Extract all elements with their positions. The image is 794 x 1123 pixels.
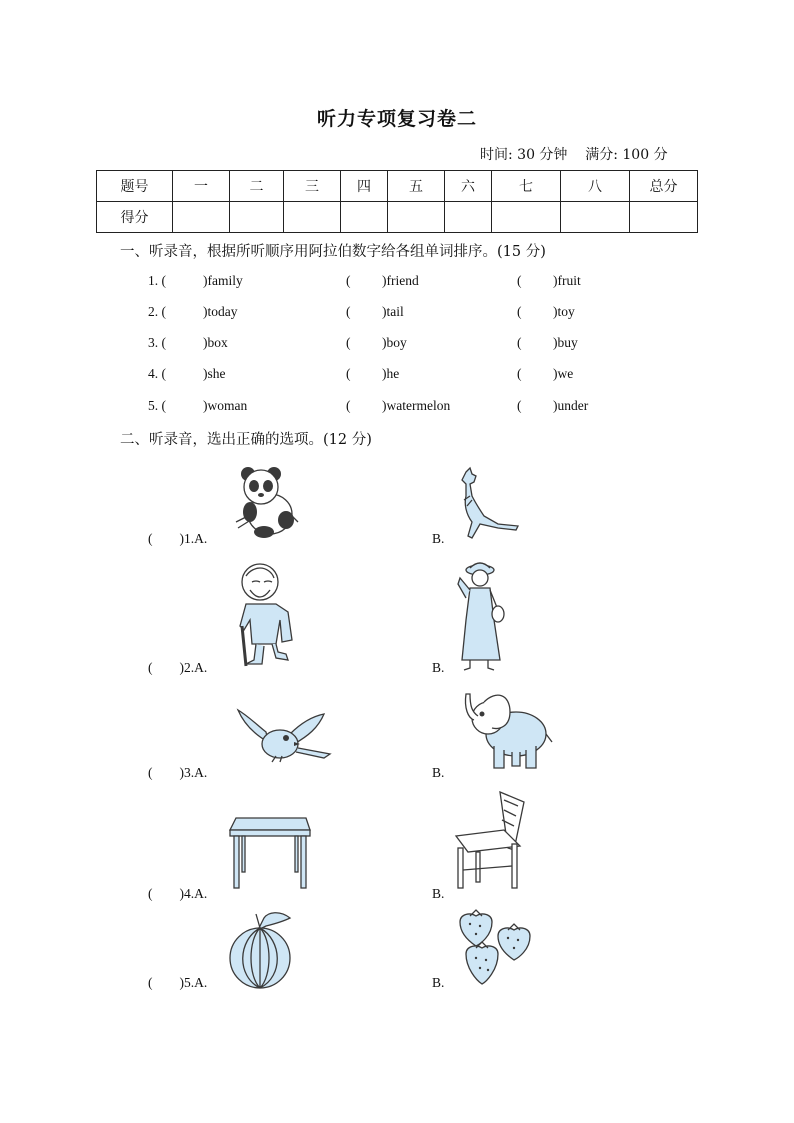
score-input-cell[interactable]	[492, 202, 561, 233]
bird-icon[interactable]	[236, 706, 332, 766]
score-input-cell[interactable]	[284, 202, 341, 233]
word: )today	[203, 304, 238, 319]
table-cell: 题号	[97, 171, 173, 202]
table-cell: 得分	[97, 202, 173, 233]
open-paren[interactable]: (	[517, 335, 522, 350]
open-paren[interactable]: (	[346, 273, 351, 288]
word: )toy	[553, 304, 575, 319]
score-table	[96, 170, 698, 233]
exam-meta: 时间: 30 分钟 满分: 100 分	[480, 147, 668, 163]
item-number[interactable]: 1. (	[148, 273, 166, 288]
item-number[interactable]: 5. (	[148, 398, 166, 413]
elephant-icon[interactable]	[460, 690, 552, 774]
word: )family	[203, 273, 243, 288]
option-b-label[interactable]: B.	[432, 886, 445, 901]
old-man-icon[interactable]	[232, 560, 304, 670]
word: )watermelon	[382, 398, 451, 413]
question-label[interactable]: ( )2.A.	[148, 660, 208, 675]
score-input-cell[interactable]	[388, 202, 445, 233]
old-woman-icon[interactable]	[456, 560, 508, 672]
score-input-cell[interactable]	[561, 202, 630, 233]
word: )he	[382, 366, 400, 381]
word: )fruit	[553, 273, 581, 288]
strawberry-icon[interactable]	[458, 910, 536, 988]
score-input-cell[interactable]	[230, 202, 284, 233]
open-paren[interactable]: (	[517, 398, 522, 413]
option-b-label[interactable]: B.	[432, 531, 445, 546]
desk-icon[interactable]	[228, 816, 312, 890]
open-paren[interactable]: (	[346, 366, 351, 381]
open-paren[interactable]: (	[517, 304, 522, 319]
chair-icon[interactable]	[454, 790, 528, 894]
word: )tail	[382, 304, 404, 319]
option-b-label[interactable]: B.	[432, 765, 445, 780]
table-cell: 一	[173, 171, 230, 202]
kangaroo-icon[interactable]	[458, 466, 524, 544]
word: )woman	[203, 398, 248, 413]
item-number[interactable]: 2. (	[148, 304, 166, 319]
table-cell: 八	[561, 171, 630, 202]
open-paren[interactable]: (	[517, 273, 522, 288]
table-cell: 五	[388, 171, 445, 202]
score-input-cell[interactable]	[445, 202, 492, 233]
open-paren[interactable]: (	[346, 398, 351, 413]
word: )she	[203, 366, 226, 381]
panda-icon[interactable]	[228, 462, 308, 542]
word: )box	[203, 335, 228, 350]
question-label[interactable]: ( )5.A.	[148, 975, 208, 990]
score-input-cell[interactable]	[341, 202, 388, 233]
section1-heading: 一、听录音，根据所听顺序用阿拉伯数字给各组单词排序。(15 分)	[120, 244, 546, 260]
word: )we	[553, 366, 574, 381]
watermelon-icon[interactable]	[226, 910, 298, 990]
table-cell: 四	[341, 171, 388, 202]
question-label[interactable]: ( )3.A.	[148, 765, 208, 780]
score-table-score-row	[97, 202, 698, 233]
option-b-label[interactable]: B.	[432, 975, 445, 990]
page-title: 听力专项复习卷二	[316, 108, 477, 130]
open-paren[interactable]: (	[517, 366, 522, 381]
word: )under	[553, 398, 589, 413]
open-paren[interactable]: (	[346, 335, 351, 350]
table-cell: 七	[492, 171, 561, 202]
score-input-cell[interactable]	[630, 202, 698, 233]
question-label[interactable]: ( )4.A.	[148, 886, 208, 901]
question-label[interactable]: ( )1.A.	[148, 531, 208, 546]
word: )boy	[382, 335, 407, 350]
table-cell: 二	[230, 171, 284, 202]
table-cell: 六	[445, 171, 492, 202]
score-table-header-row	[97, 171, 698, 202]
table-cell: 三	[284, 171, 341, 202]
word: )friend	[382, 273, 419, 288]
open-paren[interactable]: (	[346, 304, 351, 319]
table-cell: 总分	[630, 171, 698, 202]
option-b-label[interactable]: B.	[432, 660, 445, 675]
score-input-cell[interactable]	[173, 202, 230, 233]
item-number[interactable]: 4. (	[148, 366, 166, 381]
word: )buy	[553, 335, 578, 350]
item-number[interactable]: 3. (	[148, 335, 166, 350]
section2-heading: 二、听录音，选出正确的选项。(12 分)	[120, 432, 372, 448]
